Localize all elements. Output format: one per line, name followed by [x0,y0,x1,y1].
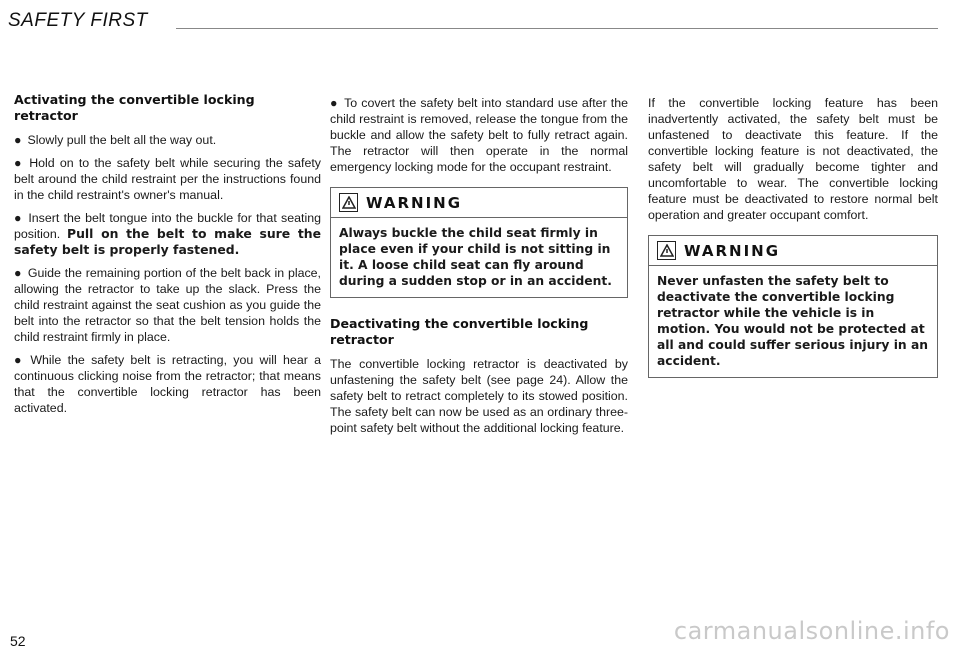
bullet-dot-icon: ● [14,266,22,280]
warning-box-1 [330,187,628,298]
bullet-dot-icon: ● [14,353,25,367]
bullet-dot-icon: ● [330,96,339,110]
bullet-dot-icon: ● [14,211,23,225]
warning-title: WARNING [684,241,781,260]
bullet-item-covert [330,95,628,175]
page-number: 52 [10,633,26,649]
bullet-dot-icon: ● [14,133,22,147]
section-heading-deactivating: Deactivating the convertible locking retractor [330,316,589,347]
column-1 [14,92,321,423]
bullet-text-3: Insert the belt tongue into the buckle for that seating position. [14,211,321,241]
warning-box-2 [648,235,938,378]
bullet-item-4 [14,265,321,345]
section-heading-activating: Activating the convertible locking retractor [14,92,255,123]
column-3 [648,95,938,396]
bullet-item-3 [14,210,321,258]
inadvertent-paragraph: If the convertible locking feature has been inadvertently activated, the safety belt must be unfastened to deactivate this feature. If the convertible locking feature is not deactivated, the safety belt will gradually become tighter and uncomfortable to wear. The convertible locking feature must be deactivated to restore normal belt operation and greater occupant comfort. [648,96,938,222]
page-header [8,8,938,38]
header-rule [176,28,938,29]
warning-header [331,188,627,218]
bullet-text-3-bold: Pull on the belt to make sure the safety belt is properly fastened. [14,226,321,257]
bullet-text-covert: To covert the safety belt into standard use after the child restraint is removed, release the tongue from the buckle and allow the safety belt to fully retract again. The retractor will then operate in the normal emergency locking mode for the occupant restraint. [330,96,628,174]
warning-triangle-icon [339,193,358,212]
bullet-item-5 [14,352,321,416]
section-title: SAFETY FIRST [8,10,148,31]
warning-text: Always buckle the child seat firmly in place even if your child is not sitting in it. A loose child seat can fly around during a sudden stop or in an accident. [339,226,612,288]
bullet-item-1 [14,132,321,148]
bullet-text-4: Guide the remaining portion of the belt back in place, allowing the retractor to take up the slack. Press the child restraint against the seat cushion as you guide the belt into the retractor so that the belt tension holds the child restraint firmly in place. [14,266,322,344]
watermark-text: carmanualsonline.info [673,617,950,645]
warning-header [649,236,937,266]
column-2 [330,95,628,443]
warning-title: WARNING [366,193,463,212]
bullet-text-1: Slowly pull the belt all the way out. [27,133,217,147]
bullet-text-2: Hold on to the safety belt while securing the safety belt around the child restraint per the instructions found in the child restraint's owner's manual. [14,156,321,202]
deactivating-paragraph: The convertible locking retractor is deactivated by unfastening the safety belt (see page 24). Allow the safety belt to retract completely to its stowed position. The safety belt can now be used as an ordinary three-point safety belt without the additional locking feature. [330,357,628,435]
bullet-text-5: While the safety belt is retracting, you will hear a continuous clicking noise from the retractor; that means that the convertible locking retractor has been activated. [14,353,322,415]
warning-triangle-icon [657,241,676,260]
warning-text: Never unfasten the safety belt to deactivate the convertible locking retractor while the vehicle is in motion. You would not be protected at all and could suffer serious injury in an accident. [657,274,928,368]
bullet-item-2 [14,155,321,203]
bullet-dot-icon: ● [14,156,24,170]
